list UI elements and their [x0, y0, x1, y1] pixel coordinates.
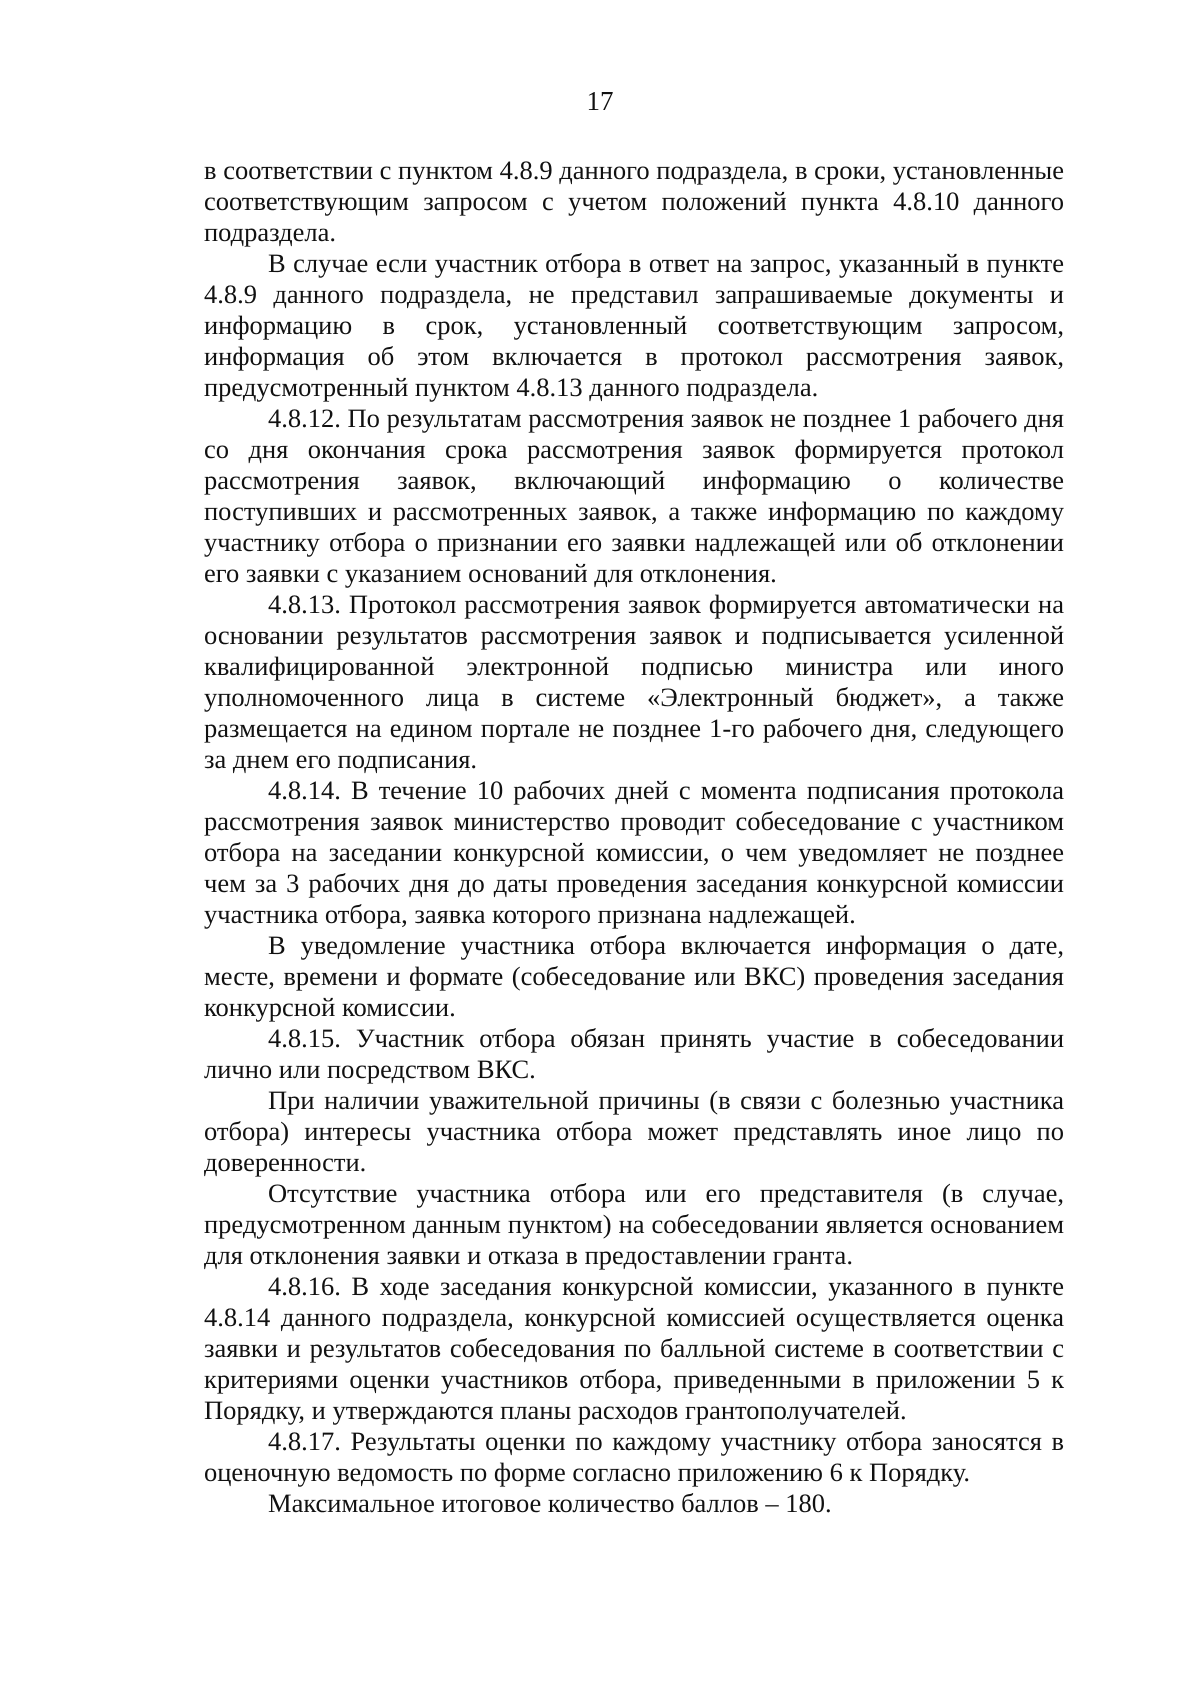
- paragraph-continuation: в соответствии с пунктом 4.8.9 данного подраздела, в сроки, установленные соответствующим запросом с учетом положений пункта 4.8.10 данного подраздела.: [204, 155, 1064, 247]
- paragraph-notification: В уведомление участника отбора включается информация о дате, месте, времени и формате (собеседование или ВКС) проведения заседания конкурсной комиссии.: [204, 930, 1064, 1022]
- paragraph-missing-documents: В случае если участник отбора в ответ на запрос, указанный в пункте 4.8.9 данного подраздела, не представил запрашиваемые документы и информацию в срок, установленный соответствующим запросом, информация об этом включается в протокол рассмотрения заявок, предусмотренный пунктом 4.8.13 данного подраздела.: [204, 248, 1064, 402]
- paragraph-4-8-17: 4.8.17. Результаты оценки по каждому участнику отбора заносятся в оценочную ведомость по форме согласно приложению 6 к Порядку.: [204, 1426, 1064, 1487]
- paragraph-4-8-16: 4.8.16. В ходе заседания конкурсной комиссии, указанного в пункте 4.8.14 данного подраздела, конкурсной комиссией осуществляется оценка заявки и результатов собеседования по балльной системе в соответствии с критериями оценки участников отбора, приведенными в приложении 5 к Порядку, и утверждаются планы расходов грантополучателей.: [204, 1271, 1064, 1425]
- paragraph-4-8-14: 4.8.14. В течение 10 рабочих дней с момента подписания протокола рассмотрения заявок министерство проводит собеседование с участником отбора на заседании конкурсной комиссии, о чем уведомляет не позднее чем за 3 рабочих дня до даты проведения заседания конкурсной комиссии участника отбора, заявка которого признана надлежащей.: [204, 775, 1064, 929]
- paragraph-4-8-13: 4.8.13. Протокол рассмотрения заявок формируется автоматически на основании результатов рассмотрения заявок и подписывается усиленной квалифицированной электронной подписью министра или иного уполномоченного лица в системе «Электронный бюджет», а также размещается на едином портале не позднее 1-го рабочего дня, следующего за днем его подписания.: [204, 589, 1064, 774]
- paragraph-valid-reason: При наличии уважительной причины (в связи с болезнью участника отбора) интересы участника отбора может представлять иное лицо по доверенности.: [204, 1085, 1064, 1177]
- paragraph-4-8-15: 4.8.15. Участник отбора обязан принять участие в собеседовании лично или посредством ВКС.: [204, 1023, 1064, 1084]
- paragraph-absence: Отсутствие участника отбора или его представителя (в случае, предусмотренном данным пунктом) на собеседовании является основанием для отклонения заявки и отказа в предоставлении гранта.: [204, 1178, 1064, 1270]
- page-number: 17: [586, 86, 614, 116]
- paragraph-4-8-12: 4.8.12. По результатам рассмотрения заявок не позднее 1 рабочего дня со дня окончания срока рассмотрения заявок формируется протокол рассмотрения заявок, включающий информацию о количестве поступивших и рассмотренных заявок, а также информацию по каждому участнику отбора о признании его заявки надлежащей или об отклонении его заявки с указанием оснований для отклонения.: [204, 403, 1064, 588]
- document-body: [204, 155, 1064, 1519]
- paragraph-max-score: Максимальное итоговое количество баллов – 180.: [268, 1488, 832, 1518]
